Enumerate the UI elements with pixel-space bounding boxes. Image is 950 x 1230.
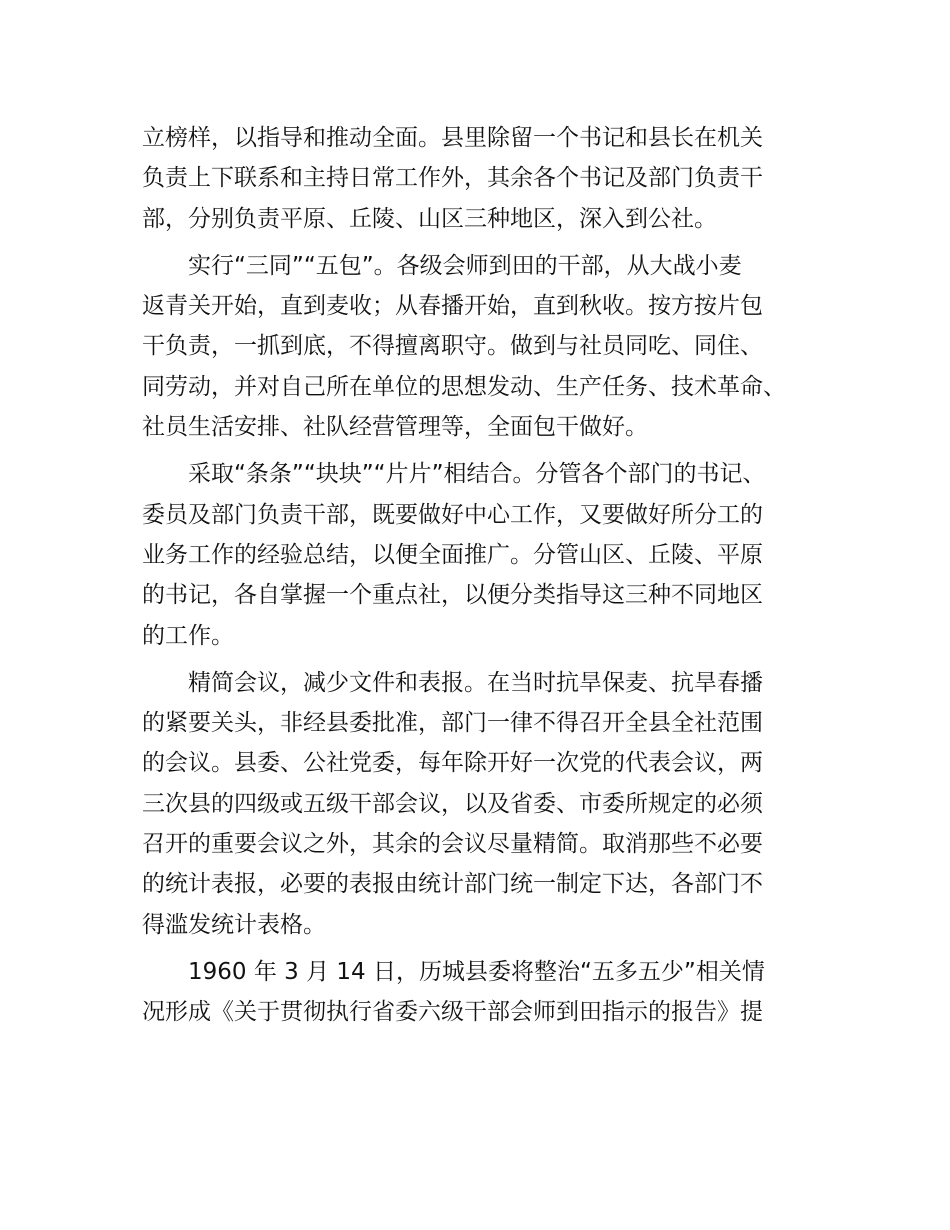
text-line: 得滥发统计表格。 (142, 911, 326, 938)
text-line: 委员及部门负责干部，既要做好中心工作，又要做好所分工的 (142, 501, 763, 528)
text-line: 1960 年 3 月 14 日，历城县委将整治“五多五少”相关情 (142, 958, 765, 985)
text-line: 精简会议，减少文件和表报。在当时抗旱保麦、抗旱春播 (142, 669, 763, 696)
text-line: 实行“三同”“五包”。各级会师到田的干部，从大战小麦 (142, 252, 742, 279)
document-body (142, 118, 832, 1033)
text-line: 的工作。 (142, 622, 234, 649)
text-line: 的紧要关头，非经县委批准，部门一律不得召开全县全社范围 (142, 710, 763, 737)
text-line: 干负责，一抓到底，不得擅离职守。做到与社员同吃、同住、 (142, 333, 763, 360)
text-line: 部，分别负责平原、丘陵、山区三种地区，深入到公社。 (142, 205, 717, 232)
text-line: 的统计表报，必要的表报由统计部门统一制定下达，各部门不 (142, 871, 763, 898)
text-line: 负责上下联系和主持日常工作外，其余各个书记及部门负责干 (142, 165, 763, 192)
text-line: 的书记，各自掌握一个重点社，以便分类指导这三种不同地区 (142, 582, 763, 609)
text-line: 业务工作的经验总结，以便全面推广。分管山区、丘陵、平原 (142, 541, 763, 568)
text-line: 况形成《关于贯彻执行省委六级干部会师到田指示的报告》提 (142, 999, 763, 1026)
text-line: 同劳动，并对自己所在单位的思想发动、生产任务、技术革命、 (142, 373, 786, 400)
text-line: 返青关开始，直到麦收；从春播开始，直到秋收。按方按片包 (142, 293, 763, 320)
text-line: 召开的重要会议之外，其余的会议尽量精简。取消那些不必要 (142, 831, 763, 858)
text-line: 社员生活安排、社队经营管理等，全面包干做好。 (142, 414, 648, 441)
text-line: 采取“条条”“块块”“片片”相结合。分管各个部门的书记、 (142, 461, 766, 488)
text-line: 三次县的四级或五级干部会议，以及省委、市委所规定的必须 (142, 790, 763, 817)
text-line: 的会议。县委、公社党委，每年除开好一次党的代表会议，两 (142, 750, 763, 777)
text-line: 立榜样，以指导和推动全面。县里除留一个书记和县长在机关 (142, 125, 763, 151)
